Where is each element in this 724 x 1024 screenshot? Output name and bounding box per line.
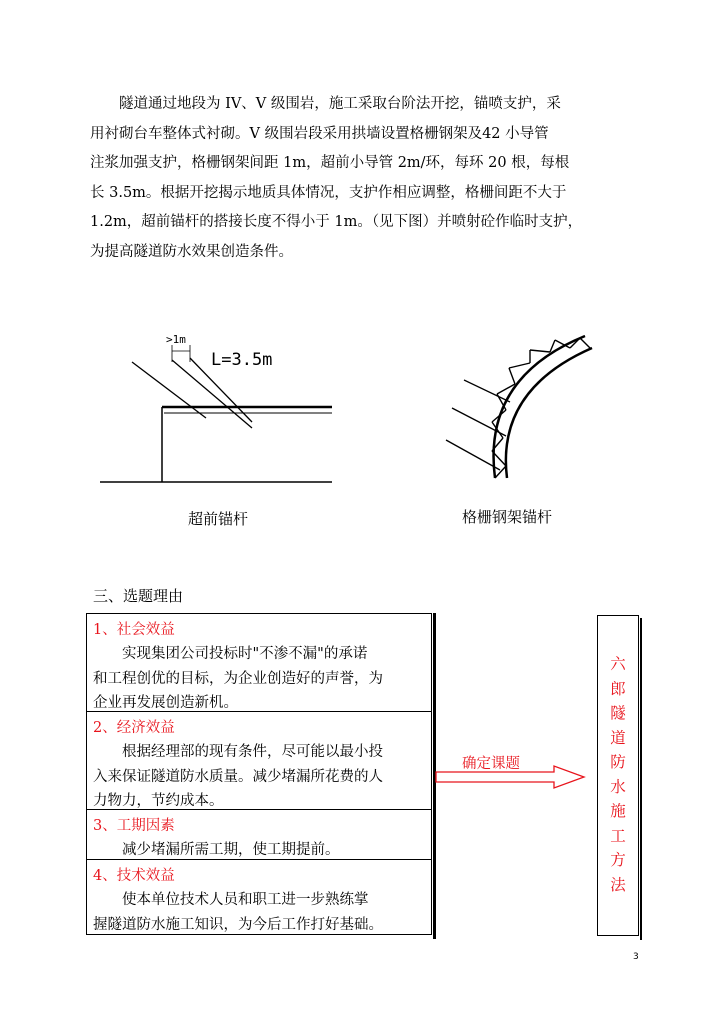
lattice-frame-diagram xyxy=(440,318,610,488)
intro-paragraph xyxy=(90,90,630,267)
reason-body: 使本单位技术人员和职工进一步熟练掌 握隧道防水施工知识，为今后工作打好基础。 xyxy=(93,892,383,933)
paragraph-line: 隧道通过地段为 IV、V 级围岩，施工采取台阶法开挖，锚喷支护，采 xyxy=(119,96,561,112)
advance-anchor-caption: 超前锚杆 xyxy=(188,510,249,528)
arrow-label: 确定课题 xyxy=(462,756,520,772)
paragraph-line: 用衬砌台车整体式衬砌。V 级围岩段采用拱墙设置格栅钢架及42 小导管 xyxy=(90,125,549,142)
lattice-frame-caption: 格栅钢架锚杆 xyxy=(462,508,553,526)
reason-heading: 4、技术效益 xyxy=(93,868,175,884)
anchor-bolt xyxy=(132,362,206,418)
reason-heading: 3、工期因素 xyxy=(93,818,175,834)
reason-heading: 1、社会效益 xyxy=(93,622,175,638)
reason-heading: 2、经济效益 xyxy=(93,720,175,736)
reason-block-schedule xyxy=(87,810,431,860)
section-title: 三、选题理由 xyxy=(93,587,184,605)
paragraph-line: 1.2m，超前锚杆的搭接长度不得小于 1m。（见下图）并喷射砼作临时支护， xyxy=(90,214,583,230)
reason-body: 实现集团公司投标时"不渗不漏"的承诺 和工程创优的目标，为企业创造好的声誉，为 企业再发展创造新机。 xyxy=(93,646,383,711)
reason-block-economic xyxy=(87,712,431,810)
reason-block-social xyxy=(87,614,431,712)
reason-body: 根据经理部的现有条件，尽可能以最小投 入来保证隧道防水质量。减少堵漏所花费的人 力物力，节约成本。 xyxy=(93,744,383,809)
paragraph-line: 为提高隧道防水效果创造条件。 xyxy=(90,243,293,260)
anchor-bolts xyxy=(446,380,510,470)
paragraph-line: 长 3.5m。根据开挖揭示地质具体情况，支护作相应调整，格栅间距不大于 xyxy=(90,184,567,201)
paragraph-line: 注浆加强支护，格栅钢架间距 1m，超前小导管 2m/环，每环 20 根，每根 xyxy=(90,155,570,171)
reason-body: 减少堵漏所需工期，使工期提前。 xyxy=(122,842,340,858)
topic-title: 六 郎 隧 道 防 水 施 工 方 法 xyxy=(610,655,626,894)
topic-box xyxy=(597,615,639,936)
inner-arch xyxy=(506,348,592,478)
reasons-box xyxy=(86,613,432,935)
page-number: 3 xyxy=(633,952,639,962)
right-arrow-icon xyxy=(434,762,594,796)
reason-block-technical xyxy=(87,860,431,934)
overlap-label: >1m xyxy=(166,333,186,346)
anchor-bolt xyxy=(172,360,252,428)
length-label: L=3.5m xyxy=(211,350,273,370)
advance-anchor-diagram xyxy=(96,330,346,490)
